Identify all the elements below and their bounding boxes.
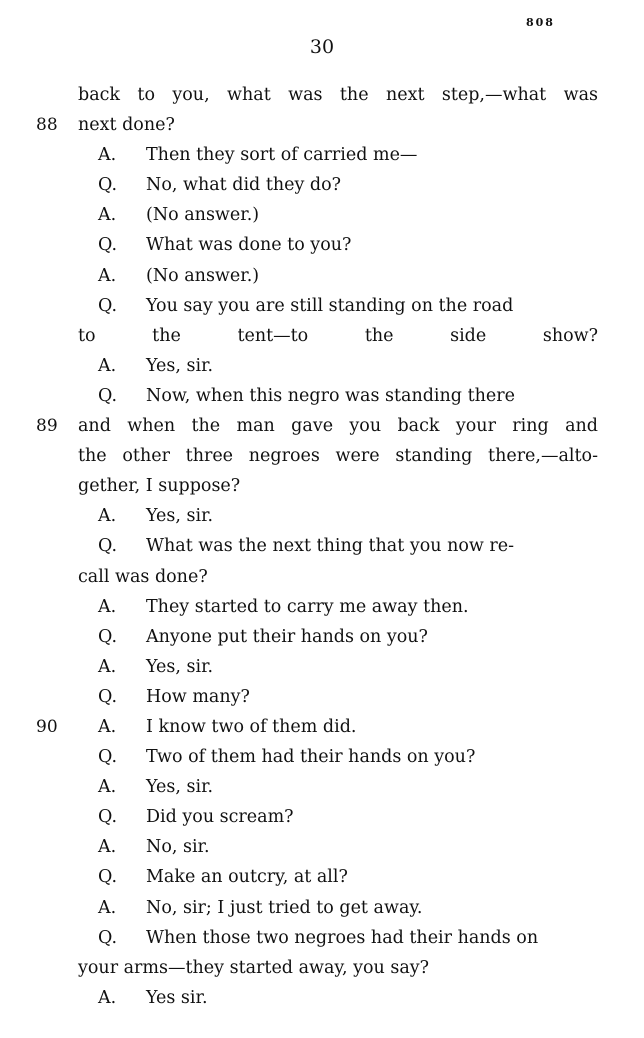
continuation-text: back to you, what was the next step,—what was (78, 85, 598, 105)
answer-label: A. (98, 656, 117, 677)
question-label: Q. (98, 385, 118, 406)
transcript-line (0, 622, 644, 652)
line-text: No, what did they do? (146, 175, 342, 196)
question-label: Q. (98, 927, 118, 948)
margin-line-number: 88 (36, 115, 58, 136)
transcript-line (0, 261, 644, 291)
transcript-line (0, 471, 644, 501)
line-text: How many? (146, 686, 250, 707)
transcript-line (0, 772, 644, 802)
line-text: Yes sir. (146, 987, 208, 1008)
question-label: Q. (98, 867, 118, 888)
answer-label: A. (98, 777, 117, 798)
transcript-line (0, 802, 644, 832)
answer-label: A. (98, 355, 117, 376)
transcript-line (0, 832, 644, 862)
answer-label: A. (98, 265, 117, 286)
transcript-line (0, 592, 644, 622)
answer-label: A. (98, 145, 117, 166)
answer-label: A. (98, 837, 117, 858)
line-text: They started to carry me away then. (146, 596, 469, 617)
line-text: (No answer.) (146, 205, 260, 226)
question-label: Q. (98, 626, 118, 647)
line-text: No, sir; I just tried to get away. (146, 897, 423, 918)
line-text: Yes, sir. (146, 506, 214, 527)
transcript-line (0, 351, 644, 381)
line-text: When those two negroes had their hands on (146, 927, 539, 948)
transcript-line (0, 321, 644, 351)
line-text: No, sir. (146, 837, 210, 858)
transcript-line (0, 441, 644, 471)
page-stamp: 808 (526, 16, 555, 29)
transcript-line (0, 230, 644, 260)
line-text: Now, when this negro was standing there (146, 385, 515, 406)
margin-line-number: 90 (36, 716, 58, 737)
transcript-line (0, 682, 644, 712)
line-text: Then they sort of carried me— (146, 145, 418, 166)
transcript-line (0, 291, 644, 321)
question-label: Q. (98, 807, 118, 828)
transcript-line (0, 893, 644, 923)
transcript-line (0, 923, 644, 953)
transcript-line (0, 983, 644, 1013)
continuation-text: your arms—they started away, you say? (78, 957, 430, 978)
line-text: Make an outcry, at all? (146, 867, 348, 888)
continuation-text: gether, I suppose? (78, 476, 241, 497)
line-text: Yes, sir. (146, 777, 214, 798)
transcript-line (0, 742, 644, 772)
line-text: I know two of them did. (146, 716, 357, 737)
transcript-line (0, 531, 644, 561)
transcript-line (0, 200, 644, 230)
margin-line-number: 89 (36, 416, 58, 437)
transcript-line (0, 712, 644, 742)
transcript-line (0, 140, 644, 170)
transcript-line (0, 411, 644, 441)
line-text: (No answer.) (146, 265, 260, 286)
question-label: Q. (98, 536, 118, 557)
answer-label: A. (98, 596, 117, 617)
transcript-line (0, 381, 644, 411)
question-label: Q. (98, 235, 118, 256)
line-text: Two of them had their hands on you? (146, 747, 476, 768)
continuation-text: the other three negroes were standing there,—alto- (78, 446, 598, 467)
line-text: What was the next thing that you now re- (146, 536, 515, 557)
line-text: Yes, sir. (146, 355, 214, 376)
transcript-line (0, 862, 644, 892)
answer-label: A. (98, 506, 117, 527)
answer-label: A. (98, 205, 117, 226)
line-text: You say you are still standing on the road (146, 295, 514, 316)
question-label: Q. (98, 747, 118, 768)
line-text: Anyone put their hands on you? (146, 626, 428, 647)
transcript-body (0, 80, 644, 1013)
continuation-text: to the tent—to the side show? (78, 325, 598, 346)
transcript-line (0, 953, 644, 983)
continuation-text: call was done? (78, 566, 208, 587)
transcript-line (0, 80, 644, 110)
transcript-line (0, 110, 644, 140)
question-label: Q. (98, 175, 118, 196)
line-text: Yes, sir. (146, 656, 214, 677)
transcript-line (0, 562, 644, 592)
question-label: Q. (98, 295, 118, 316)
answer-label: A. (98, 716, 117, 737)
question-label: Q. (98, 686, 118, 707)
transcript-line (0, 501, 644, 531)
continuation-text: next done? (78, 115, 175, 136)
line-text: What was done to you? (146, 235, 352, 256)
line-text: Did you scream? (146, 807, 294, 828)
answer-label: A. (98, 987, 117, 1008)
transcript-line (0, 170, 644, 200)
answer-label: A. (98, 897, 117, 918)
continuation-text: and when the man gave you back your ring and (78, 416, 598, 437)
transcript-line (0, 652, 644, 682)
page-number: 30 (309, 36, 335, 58)
